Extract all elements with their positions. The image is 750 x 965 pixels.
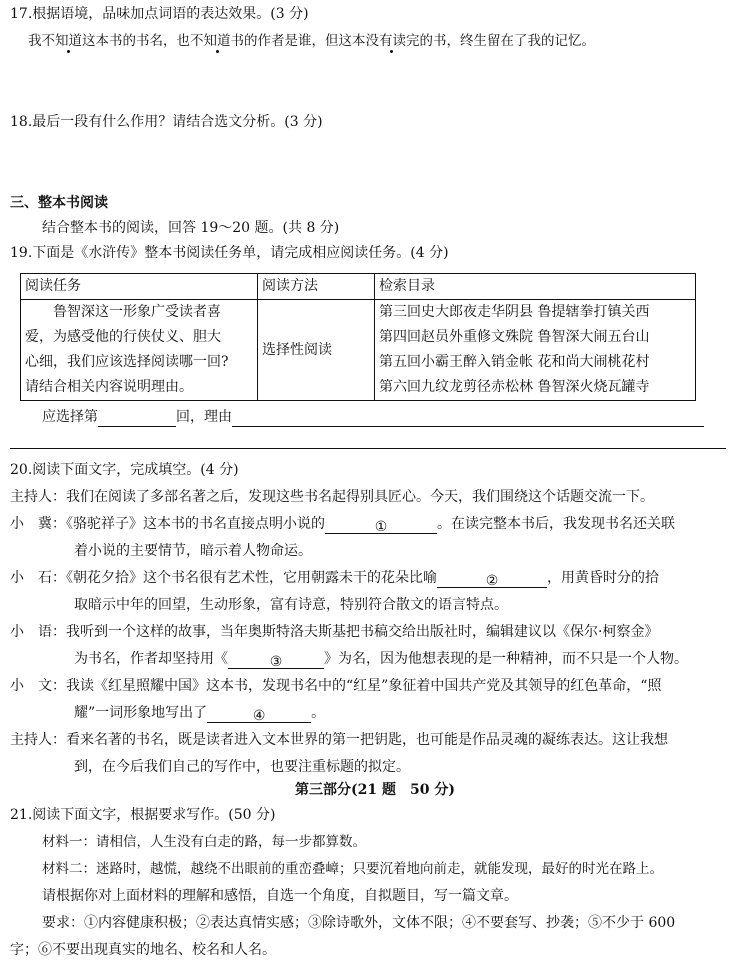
xiaowen-line: 小 文：我读《红星照耀中国》这本书，发现书名中的“红星”象征着中国共产党及其领导的红色革命，“照: [10, 678, 662, 694]
writing-prompt: 请根据你对上面材料的理解和感悟，自选一个角度，自拟题目，写一篇文章。: [42, 888, 518, 904]
dotted-word: 知道: [55, 33, 82, 49]
text-segment: ，用黄昏时分的拾: [547, 570, 659, 586]
table-row: [21, 300, 696, 401]
xiaoshi-line-2: 取暗示中年的回望，生动形象，富有诗意，特别符合散文的语言特点。: [74, 597, 508, 613]
q17-sentence: [28, 31, 595, 51]
task-line: 心细，我们应该选择阅读哪一回?: [25, 354, 229, 370]
chapter-blank[interactable]: [98, 410, 176, 427]
answer-label: 应选择第: [42, 409, 98, 425]
q20-stem: 20.阅读下面文字，完成填空。(4 分): [10, 462, 239, 478]
chapter-item: 第三回史大郎夜走华阴县 鲁提辖拳打镇关西: [379, 304, 650, 320]
chapter-item: 第四回赵员外重修文殊院 鲁智深大闹五台山: [379, 329, 650, 345]
xiaoji-line: [10, 514, 675, 534]
material-2: 材料二：迷路时，越慌，越绕不出眼前的重峦叠嶂；只要沉着地向前走，就能发现，最好的时光在路上。: [42, 861, 663, 877]
task-cell: [21, 300, 258, 401]
text-segment: 为书名，作者却坚持用《: [74, 651, 228, 667]
reason-blank[interactable]: [232, 410, 704, 427]
text-segment: 》为名，因为他想表现的是一种精神，而不只是一个人物。: [324, 651, 688, 667]
text-segment: 的书，终生留在了我的记忆。: [419, 33, 595, 49]
requirements-line: 要求：①内容健康积极；②表达真情实感；③除诗歌外，文体不限；④不要套写、抄袭；⑤不少于 600: [42, 915, 676, 931]
reading-task-table: [20, 273, 696, 401]
xiaowen-line-2: [74, 703, 325, 723]
text-segment: 。在读完整本书后，我发现书名还关联: [437, 516, 675, 532]
section-intro: 结合整本书的阅读，回答 19～20 题。(共 8 分): [42, 220, 340, 236]
text-segment: 耀”一词形象地写出了: [74, 705, 208, 721]
q19-stem: 19.下面是《水浒传》整本书阅读任务单，请完成相应阅读任务。(4 分): [10, 245, 449, 261]
xiaoyu-line-2: [74, 649, 688, 669]
text-segment: 这本书的书名，也不: [82, 33, 204, 49]
q19-answer-line: [42, 407, 704, 427]
material-1: 材料一：请相信，人生没有白走的路，每一步都算数。: [42, 834, 366, 850]
method-cell: 选择性阅读: [258, 300, 375, 401]
q17-stem: 17.根据语境，品味加点词语的表达效果。(3 分): [10, 6, 309, 22]
task-line: 鲁智深这一形象广受读者喜: [53, 304, 221, 320]
chapter-item: 第五回小霸王醉入销金帐 花和尚大闹桃花村: [379, 354, 650, 370]
blank-1[interactable]: ①: [325, 517, 437, 534]
dotted-word: 没有读完: [365, 33, 420, 49]
q21-stem: 21.阅读下面文字，根据要求写作。(50 分): [10, 807, 276, 823]
q18-stem: 18.最后一段有什么作用？请结合选文分析。(3 分): [10, 114, 323, 130]
chapters-cell: [375, 300, 696, 401]
text-segment: 。: [311, 705, 326, 721]
answer-label: 回，理由: [176, 409, 232, 425]
table-header-row: [21, 274, 696, 300]
host-line-2: 主持人：看来名著的书名，既是读者进入文本世界的第一把钥匙，也可能是作品灵魂的凝练表达。这让我想: [10, 732, 668, 748]
text-segment: 我不: [28, 33, 55, 49]
blank-4[interactable]: ④: [207, 706, 311, 723]
dotted-word: 知道: [203, 33, 231, 49]
xiaoji-line-2: 着小说的主要情节，暗示着人物命运。: [74, 543, 312, 559]
text-segment: 书的作者是谁，但这本: [230, 33, 366, 49]
blank-2[interactable]: ②: [437, 571, 547, 588]
requirements-line-2: 字；⑥不要出现真实的地名、校名和人名。: [10, 942, 276, 958]
section-heading: 三、整本书阅读: [10, 195, 108, 211]
text-segment: 小 冀：《骆驼祥子》这本书的书名直接点明小说的: [10, 516, 325, 532]
part-heading: 第三部分(21 题 50 分): [295, 782, 455, 798]
task-line: 爱，为感受他的行侠仗义、胆大: [25, 329, 221, 345]
host-line: 主持人：我们在阅读了多部名著之后，发现这些书名起得别具匠心。今天，我们围绕这个话题交流一下。: [10, 489, 654, 505]
table-header-cell: 阅读任务: [21, 274, 258, 300]
host-line-3: 到，在今后我们自己的写作中，也要注重标题的拟定。: [74, 759, 410, 775]
xiaoshi-line: [10, 568, 659, 588]
chapter-item: 第六回九纹龙剪径赤松林 鲁智深火烧瓦罐寺: [379, 379, 650, 395]
text-segment: 小 石：《朝花夕拾》这个书名很有艺术性，它用朝露未干的花朵比喻: [10, 570, 437, 586]
table-header-cell: 阅读方法: [258, 274, 375, 300]
answer-rule[interactable]: [10, 448, 726, 449]
blank-3[interactable]: ③: [228, 652, 324, 669]
xiaoyu-line: 小 语：我听到一个这样的故事，当年奥斯特洛夫斯基把书稿交给出版社时，编辑建议以《保尔·柯察金》: [10, 624, 659, 640]
task-line: 请结合相关内容说明理由。: [25, 379, 193, 395]
table-header-cell: 检索目录: [375, 274, 696, 300]
